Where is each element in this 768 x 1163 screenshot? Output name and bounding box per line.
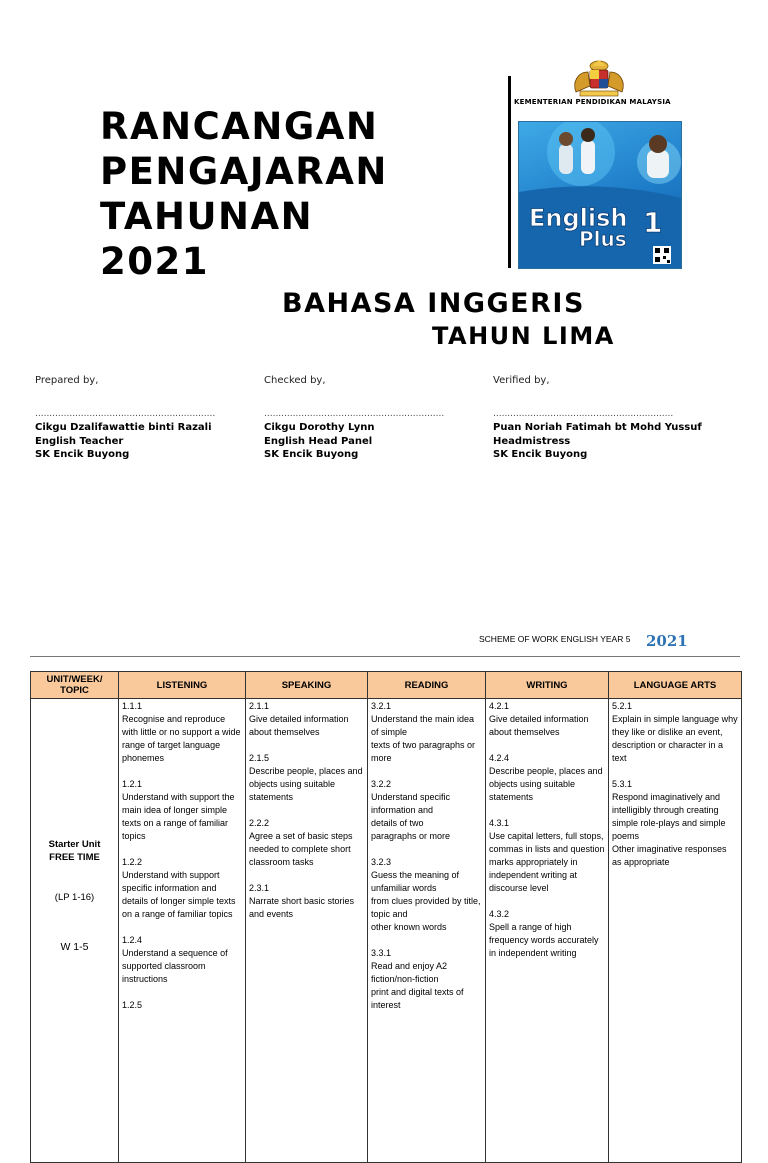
signature-school: SK Encik Buyong [493,449,588,460]
signature-school: SK Encik Buyong [35,449,130,460]
signature-position: Headmistress [493,435,571,447]
subject-heading: BAHASA INGGERIS [282,288,585,319]
signature-name: Puan Noriah Fatimah bt Mohd Yussuf [493,422,702,433]
signature-name: Cikgu Dzalifawattie binti Razali [35,422,212,433]
signature-role: Checked by, [264,375,326,386]
unit-name: Starter Unit FREE TIME [48,839,101,863]
signature-name: Cikgu Dorothy Lynn [264,422,375,433]
column-header-reading: READING [368,672,486,699]
level-heading: TAHUN LIMA [432,322,615,350]
column-header-speaking: SPEAKING [246,672,368,699]
signature-block-prepared [35,374,215,462]
signature-role: Prepared by, [35,375,99,386]
book-title-word1: English [529,204,628,232]
signature-block-verified [493,374,702,462]
title-line-2: PENGAJARAN [100,150,388,193]
signature-role: Verified by, [493,375,550,386]
column-header-listening: LISTENING [119,672,246,699]
signature-line: ............................................................... [493,409,674,419]
qr-code-icon [653,246,671,264]
signature-position: English Head Panel [264,435,373,447]
scheme-of-work-table [30,671,742,1163]
column-header-writing: WRITING [486,672,609,699]
ministry-label: KEMENTERIAN PENDIDIKAN MALAYSIA [514,98,671,106]
book-title-word2: Plus [579,227,627,251]
header-rule [30,656,740,657]
book-number: 1 [643,206,663,239]
title-line-1: RANCANGAN [100,105,379,148]
signature-line: ............................................................... [264,409,445,419]
signature-school: SK Encik Buyong [264,449,359,460]
column-header-language-arts: LANGUAGE ARTS [609,672,742,699]
document-title [100,104,388,284]
column-header-unit: UNIT/WEEK/ TOPIC [31,672,119,699]
coat-of-arms-emblem [566,58,632,98]
table-row [31,699,742,1163]
scheme-year: 2021 [646,632,688,650]
writing-cell: 4.2.1 Give detailed information about themselves 4.2.4 Describe people, places and objects using suitable statements 4.3.1 Use capital letters, full stops, commas in lists and question marks appropriately in independent writing at discourse level 4.3.2 Spell a range of high frequency words accurately in independent writing [486,699,609,1163]
signature-position: English Teacher [35,435,124,447]
scheme-label: SCHEME OF WORK ENGLISH YEAR 5 [479,634,631,644]
reading-cell: 3.2.1 Understand the main idea of simple texts of two paragraphs or more 3.2.2 Understand specific information and details of two paragraphs or more 3.2.3 Guess the meaning of unfamiliar words from clues provided by title, topic and other known words 3.3.1 Read and enjoy A2 fiction/non-fiction print and digital texts of interest [368,699,486,1163]
title-line-3: TAHUNAN [100,195,314,238]
language-arts-cell: 5.2.1 Explain in simple language why they like or dislike an event, description or character in a text 5.3.1 Respond imaginatively and intelligibly through creating simple role-plays and simple poems Other imaginative responses as appropriate [609,699,742,1163]
unit-weeks: W 1-5 [60,941,89,953]
listening-cell: 1.1.1 Recognise and reproduce with little or no support a wide range of target language phonemes 1.2.1 Understand with support the main idea of longer simple texts on a range of familiar topics 1.2.2 Understand with support specific information and details of longer simple texts on a range of familiar topics 1.2.4 Understand a sequence of supported classroom instructions 1.2.5 [119,699,246,1163]
signature-line: ............................................................... [35,409,216,419]
title-line-4: 2021 [100,240,209,283]
speaking-cell: 2.1.1 Give detailed information about themselves 2.1.5 Describe people, places and objects using suitable statements 2.2.2 Agree a set of basic steps needed to complete short classroom tasks 2.3.1 Narrate short basic stories and events [246,699,368,1163]
table-header-row [31,672,742,699]
signature-block-checked [264,374,444,462]
book-cover-image [518,121,682,269]
unit-cell [31,699,119,1163]
unit-lesson-plans: (LP 1-16) [54,892,95,903]
vertical-divider [508,76,511,268]
